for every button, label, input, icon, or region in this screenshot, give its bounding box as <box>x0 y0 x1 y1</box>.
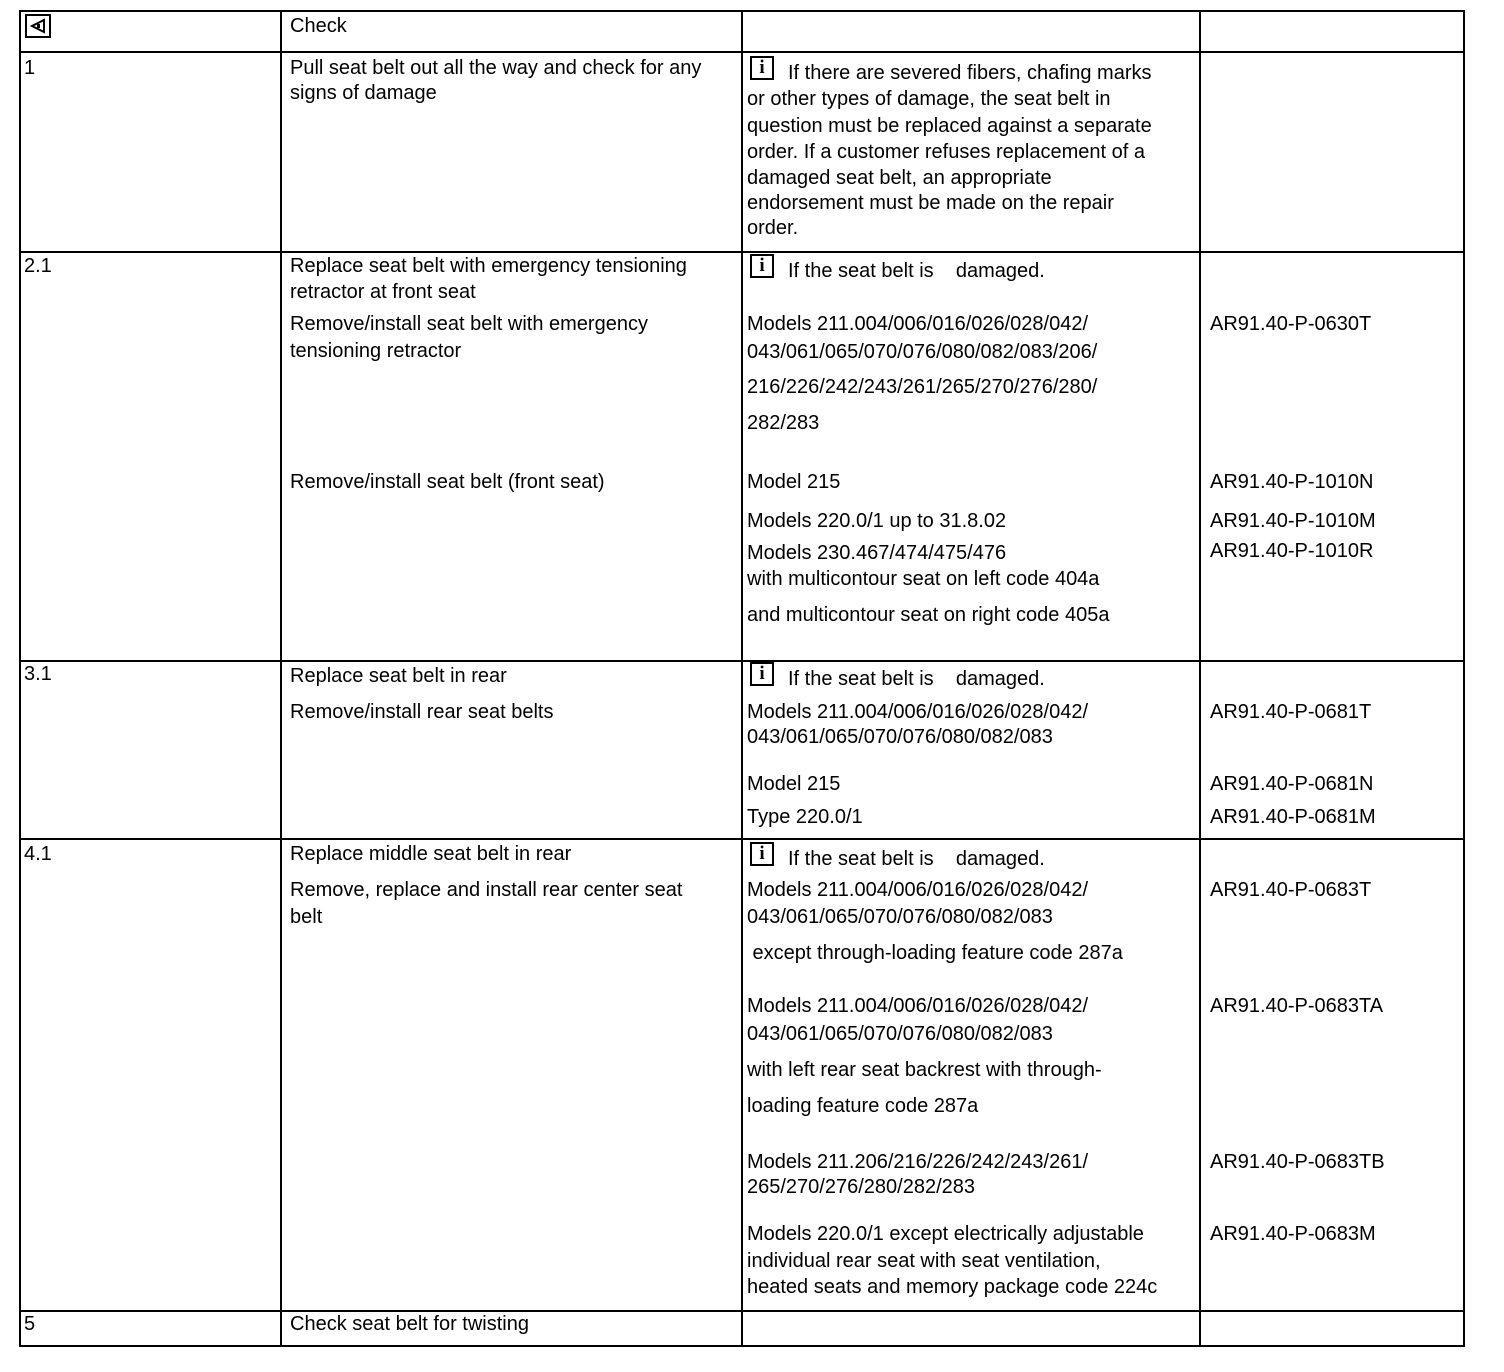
model-line: loading feature code 287a <box>747 1095 979 1117</box>
model-line: Model 215 <box>747 471 841 493</box>
step-description: Replace seat belt with emergency tensioning <box>290 255 687 277</box>
model-line: 282/283 <box>747 412 820 434</box>
info-note: If the seat belt is damaged. <box>788 668 1045 690</box>
step-description: Replace middle seat belt in rear <box>290 843 572 865</box>
document-reference-link[interactable]: AR91.40-P-0630T <box>1210 313 1372 335</box>
step-number: 1 <box>24 57 36 79</box>
step-description: Remove/install seat belt (front seat) <box>290 471 605 493</box>
model-line: Models 220.0/1 except electrically adjustable <box>747 1223 1144 1245</box>
model-line: Models 211.004/006/016/026/028/042/ <box>747 701 1089 723</box>
step-description: retractor at front seat <box>290 281 476 303</box>
note-line: order. <box>747 217 799 239</box>
model-line: Models 220.0/1 up to 31.8.02 <box>747 510 1007 532</box>
header-check-label: Check <box>290 15 347 37</box>
model-line: with multicontour seat on left code 404a <box>747 568 1100 590</box>
model-line: with left rear seat backrest with through- <box>747 1059 1102 1081</box>
model-line: Models 211.004/006/016/026/028/042/ <box>747 879 1089 901</box>
document-reference-link[interactable]: AR91.40-P-1010N <box>1210 471 1374 493</box>
model-line: individual rear seat with seat ventilation, <box>747 1250 1101 1272</box>
step-description: Replace seat belt in rear <box>290 665 507 687</box>
document-reference-link[interactable]: AR91.40-P-1010M <box>1210 510 1376 532</box>
grid-line <box>19 660 1465 662</box>
step-description: Remove/install seat belt with emergency <box>290 313 648 335</box>
model-line: 043/061/065/070/076/080/082/083 <box>747 1023 1053 1045</box>
model-line: 043/061/065/070/076/080/082/083 <box>747 906 1053 928</box>
grid-line <box>19 251 1465 253</box>
step-number: 4.1 <box>24 843 52 865</box>
model-line: Models 211.004/006/016/026/028/042/ <box>747 995 1089 1017</box>
model-line: Model 215 <box>747 773 841 795</box>
grid-line <box>1199 10 1201 1347</box>
grid-line <box>1463 10 1465 1347</box>
model-line: 043/061/065/070/076/080/082/083 <box>747 726 1053 748</box>
step-description: tensioning retractor <box>290 340 462 362</box>
model-line: Models 230.467/474/475/476 <box>747 542 1007 564</box>
grid-line <box>280 10 282 1347</box>
info-icon: i <box>750 56 774 80</box>
step-number: 5 <box>24 1313 36 1335</box>
grid-line <box>19 10 21 1347</box>
note-line: endorsement must be made on the repair <box>747 192 1114 214</box>
step-description: Remove/install rear seat belts <box>290 701 554 723</box>
info-note: If the seat belt is damaged. <box>788 260 1045 282</box>
grid-line <box>19 1310 1465 1312</box>
note-line: damaged seat belt, an appropriate <box>747 167 1052 189</box>
step-description: Pull seat belt out all the way and check for any <box>290 57 702 79</box>
grid-line <box>19 838 1465 840</box>
step-description: Remove, replace and install rear center seat <box>290 879 683 901</box>
grid-line <box>19 10 1465 12</box>
model-line: except through-loading feature code 287a <box>747 942 1123 964</box>
step-description: signs of damage <box>290 82 437 104</box>
note-line: or other types of damage, the seat belt in <box>747 88 1111 110</box>
grid-line <box>741 10 743 1347</box>
model-line: Type 220.0/1 <box>747 806 863 828</box>
document-reference-link[interactable]: AR91.40-P-0683TA <box>1210 995 1384 1017</box>
document-reference-link[interactable]: AR91.40-P-0683T <box>1210 879 1372 901</box>
step-number: 3.1 <box>24 663 52 685</box>
model-line: heated seats and memory package code 224c <box>747 1276 1158 1298</box>
step-description: Check seat belt for twisting <box>290 1313 529 1335</box>
model-line: 043/061/065/070/076/080/082/083/206/ <box>747 341 1098 363</box>
info-note: If there are severed fibers, chafing marks <box>788 62 1152 84</box>
info-icon: i <box>750 662 774 686</box>
info-icon: i <box>750 842 774 866</box>
model-line: Models 211.004/006/016/026/028/042/ <box>747 313 1089 335</box>
info-icon: i <box>750 254 774 278</box>
model-line: 265/270/276/280/282/283 <box>747 1176 975 1198</box>
document-reference-link[interactable]: AR91.40-P-0681T <box>1210 701 1372 723</box>
document-reference-link[interactable]: AR91.40-P-0683M <box>1210 1223 1376 1245</box>
model-line: and multicontour seat on right code 405a <box>747 604 1110 626</box>
document-reference-link[interactable]: AR91.40-P-0681N <box>1210 773 1374 795</box>
note-line: question must be replaced against a separate <box>747 115 1152 137</box>
grid-line <box>19 1345 1465 1347</box>
model-line: Models 211.206/216/226/242/243/261/ <box>747 1151 1089 1173</box>
model-line: 216/226/242/243/261/265/270/276/280/ <box>747 376 1098 398</box>
grid-line <box>19 51 1465 53</box>
note-line: order. If a customer refuses replacement of a <box>747 141 1145 163</box>
step-description: belt <box>290 906 323 928</box>
step-number: 2.1 <box>24 255 52 277</box>
document-reference-link[interactable]: AR91.40-P-1010R <box>1210 540 1374 562</box>
info-note: If the seat belt is damaged. <box>788 848 1045 870</box>
back-arrow-icon[interactable] <box>25 14 51 38</box>
document-reference-link[interactable]: AR91.40-P-0683TB <box>1210 1151 1385 1173</box>
document-reference-link[interactable]: AR91.40-P-0681M <box>1210 806 1376 828</box>
